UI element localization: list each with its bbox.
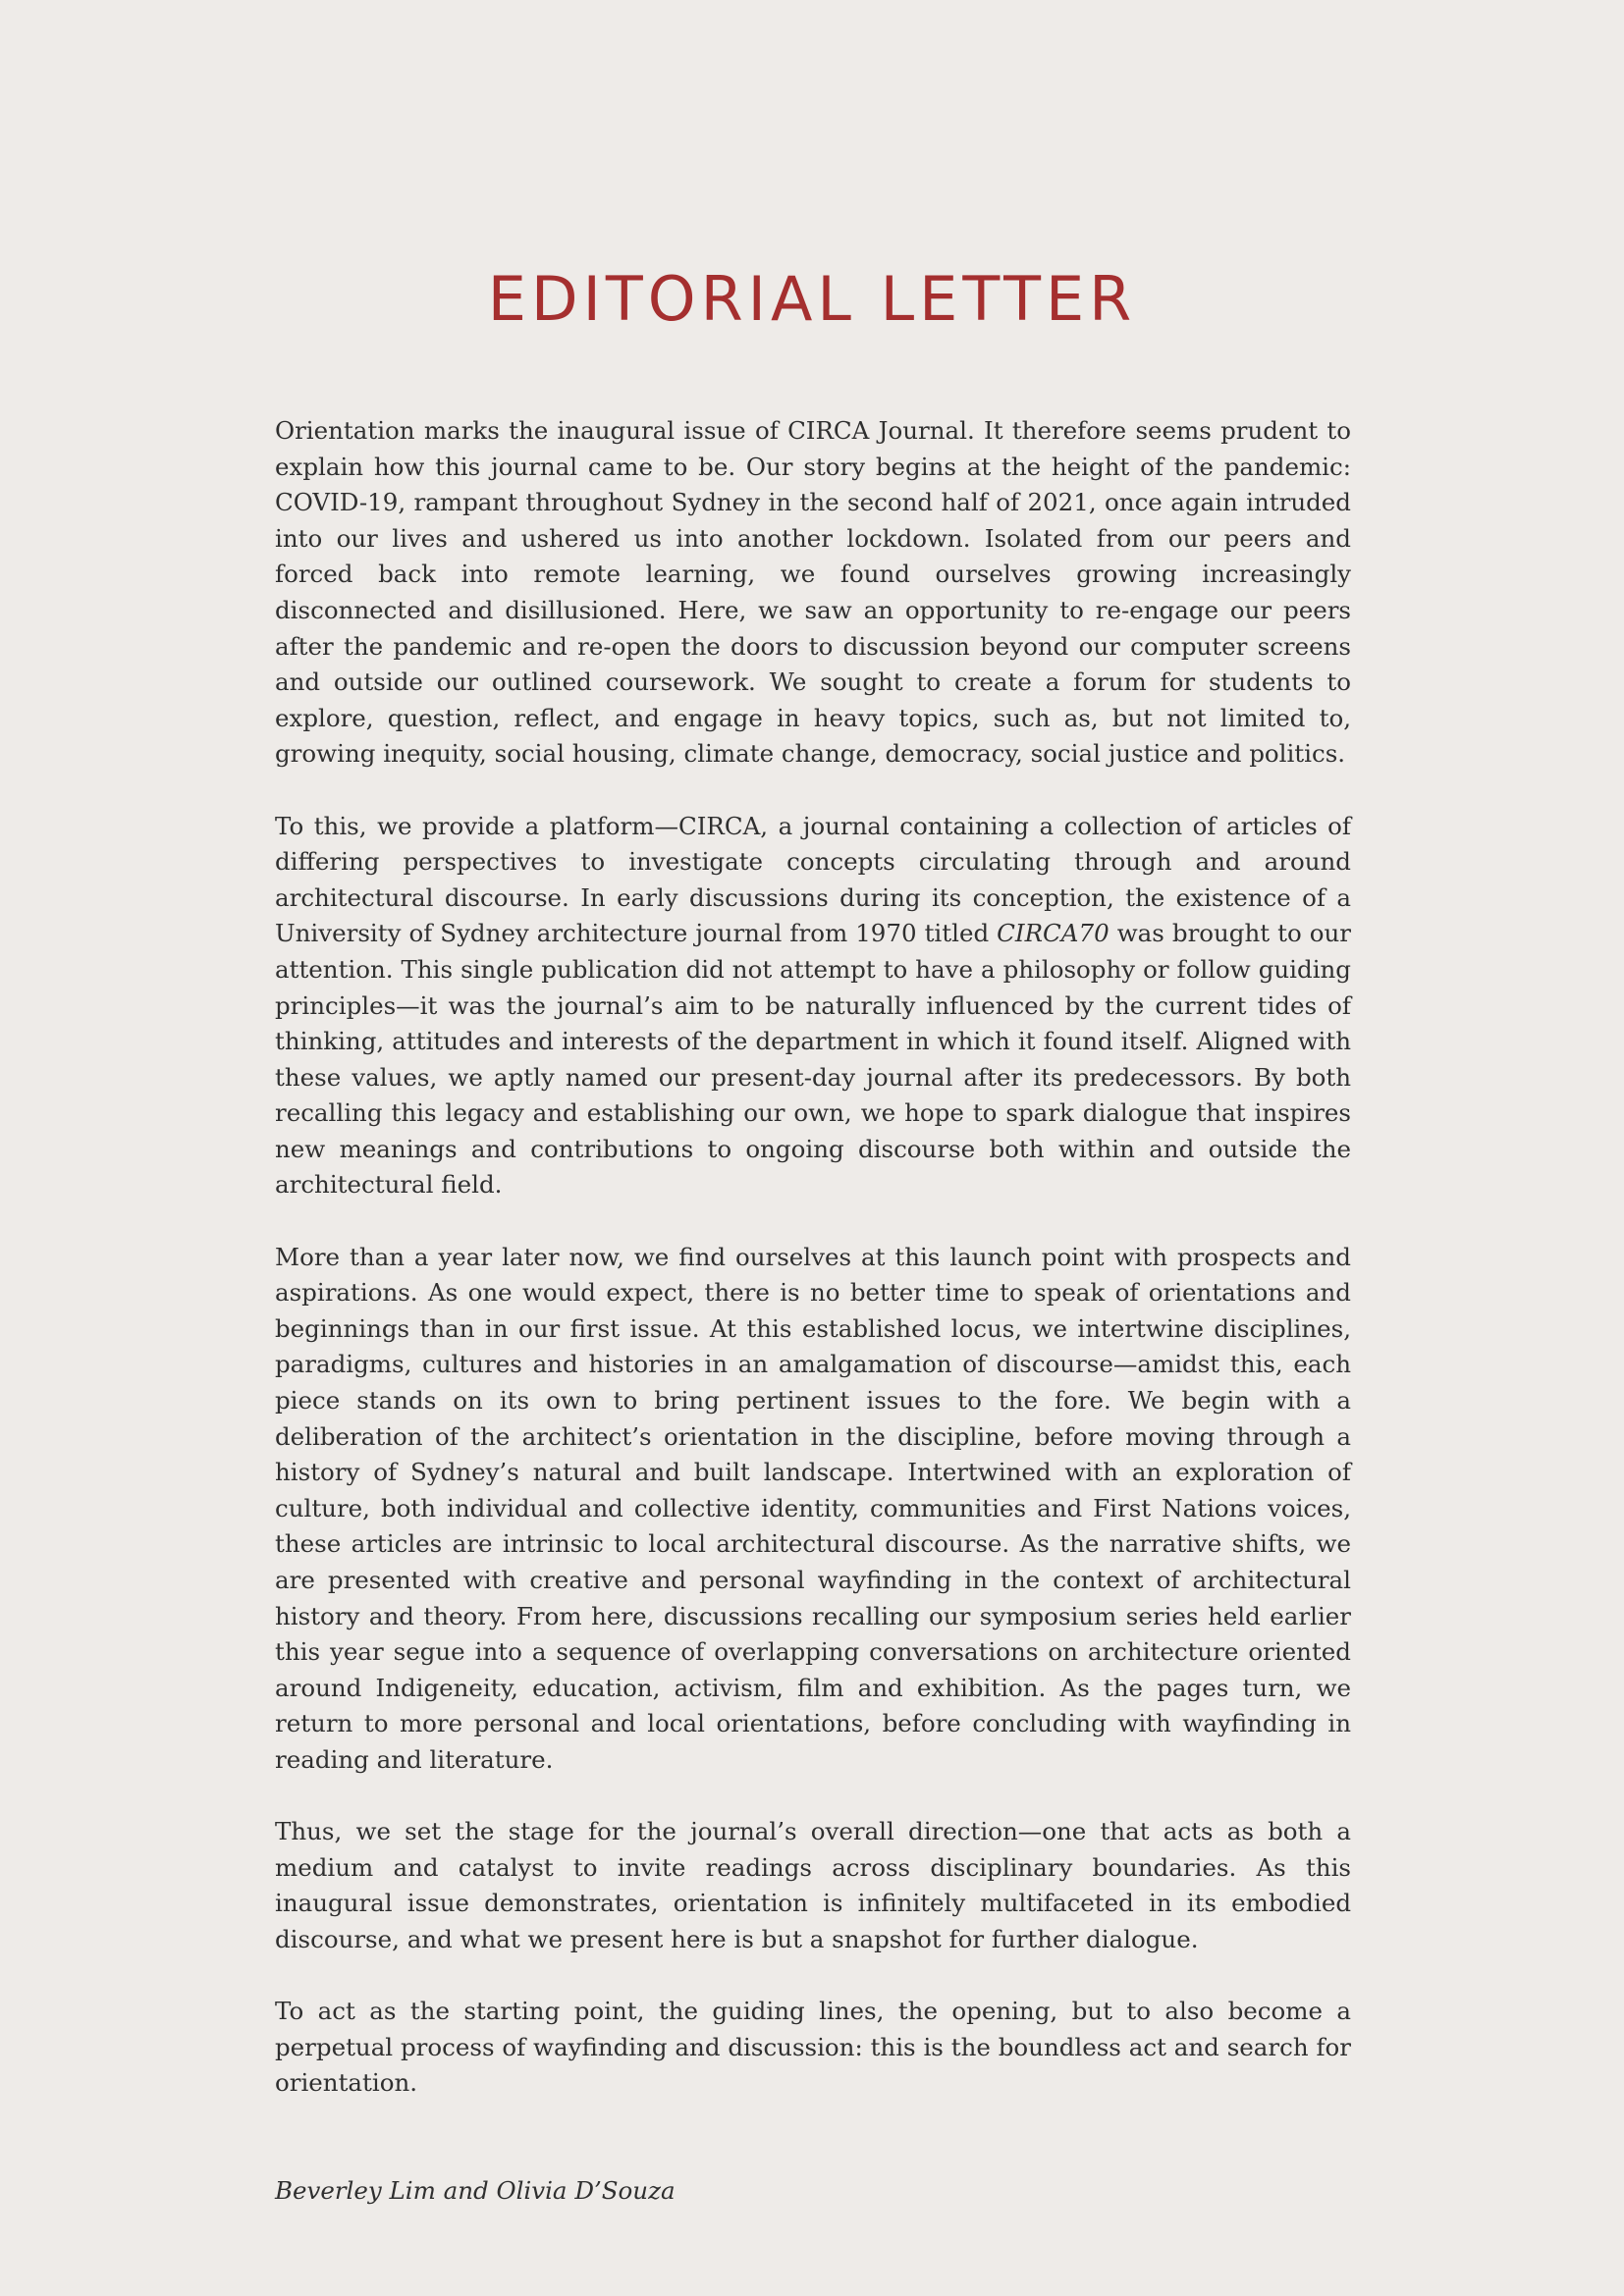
paragraph-5: To act as the starting point, the guiding lines, the opening, but to also become a perpetual process of wayfinding and discussion: this is the boundless act and search for orientation. [275,1997,1351,2098]
page-title: EDITORIAL LETTER [487,263,1137,335]
letter-body [275,413,1351,2245]
paragraph-2 [275,809,1351,1204]
journal-title-circa70: CIRCA70 [997,919,1110,948]
paragraph-2-text-a: To this, we provide a platform—CIRCA, a journal containing a collection of articles of differing perspectives to investigate concepts circulating through and around architectural discourse. In early discussions during its conception, the existence of a University of Sydney architecture journal from 1970 titled [275,811,1351,948]
paragraph-2-text-b: was brought to our attention. This single publication did not attempt to have a philosophy or follow guiding principles—it was the journal’s aim to be naturally influenced by the current tides of thinking, attitudes and interests of the department in which it found itself. Aligned with these values, we aptly named our present-day journal after its predecessors. By both recalling this legacy and establishing our own, we hope to spark dialogue that inspires new meanings and contributions to ongoing discourse both within and outside the architectural field. [275,919,1352,1200]
paragraph-1: Orientation marks the inaugural issue of CIRCA Journal. It therefore seems prudent to explain how this journal came to be. Our story begins at the height of the pandemic: COVID-19, rampant throughout Sydney in the second half of 2021, once again intruded into our lives and ushered us into another lockdown. Isolated from our peers and forced back into remote learning, we found ourselves growing increasingly disconnected and disillusioned. Here, we saw an opportunity to re-engage our peers after the pandemic and re-open the doors to discussion beyond our computer screens and outside our outlined coursework. We sought to create a forum for students to explore, question, reflect, and engage in heavy topics, such as, but not limited to, growing inequity, social housing, climate change, democracy, social justice and politics. [275,416,1351,769]
paragraph-4: Thus, we set the stage for the journal’s overall direction—one that acts as both a medium and catalyst to invite readings across disciplinary boundaries. As this inaugural issue demonstrates, orientation is infinitely multifaceted in its embodied discourse, and what we present here is but a snapshot for further dialogue. [275,1817,1351,1953]
signature: Beverley Lim and Olivia D’Souza [275,2175,676,2205]
paragraph-3: More than a year later now, we find ourselves at this launch point with prospects and aspirations. As one would expect, there is no better time to speak of orientations and beginnings than in our first issue. At this established locus, we intertwine disciplines, paradigms, cultures and histories in an amalgamation of discourse—amidst this, each piece stands on its own to bring pertinent issues to the fore. We begin with a deliberation of the architect’s orientation in the discipline, before moving through a history of Sydney’s natural and built landscape. Intertwined with an exploration of culture, both individual and collective identity, communities and First Nations voices, these articles are intrinsic to local architectural discourse. As the narrative shifts, we are presented with creative and personal wayfinding in the context of architectural history and theory. From here, discussions recalling our symposium series held earlier this year segue into a sequence of overlapping conversations on architecture oriented around Indigeneity, education, activism, film and exhibition. As the pages turn, we return to more personal and local orientations, before concluding with wayfinding in reading and literature. [275,1242,1351,1774]
